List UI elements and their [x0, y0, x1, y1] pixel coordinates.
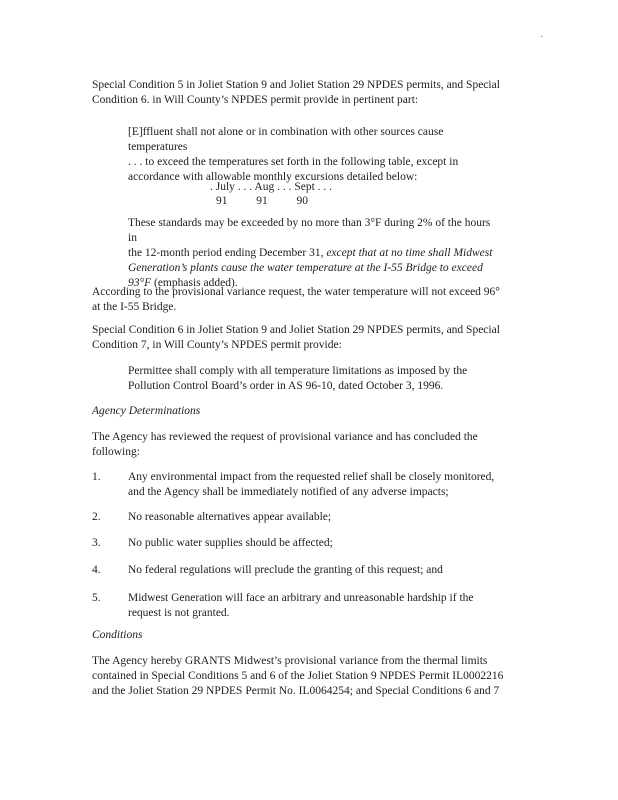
determination-number: 1.: [92, 471, 101, 483]
conditions-line-3: and the Joliet Station 29 NPDES Permit No. IL0064254; and Special Conditions 6 and 7: [92, 685, 500, 697]
determination-item: [128, 510, 508, 525]
agency-review-paragraph: [92, 430, 522, 460]
determination-item: [128, 591, 508, 621]
intro-line-2: Condition 6. in Will County’s NPDES permit provide in pertinent part:: [92, 94, 419, 106]
intro-paragraph: [92, 78, 522, 108]
quote-permittee: [128, 364, 500, 394]
determination-number: 3.: [92, 537, 101, 549]
intro-line-1: Special Condition 5 in Joliet Station 9 and Joliet Station 29 NPDES permits, and Special: [92, 79, 500, 91]
according-line-2: at the I-55 Bridge.: [92, 301, 177, 313]
quote-effluent: [128, 125, 500, 185]
according-paragraph: [92, 285, 522, 315]
conditions-line-2: contained in Special Conditions 5 and 6 of the Joliet Station 9 NPDES Permit IL0002216: [92, 670, 504, 682]
conditions-line-1: The Agency hereby GRANTS Midwest’s provisional variance from the thermal limits: [92, 655, 488, 667]
determination-3-line-1: No public water supplies should be affected;: [128, 537, 333, 549]
page-mark: ·: [540, 32, 544, 43]
special6-line-2: Condition 7, in Will County’s NPDES permit provide:: [92, 339, 342, 351]
temperature-months-row: . July . . . Aug . . . Sept . . .: [210, 181, 333, 193]
determination-number: 5.: [92, 592, 101, 604]
temperature-values-row: 91 91 90: [216, 195, 308, 207]
quote2-line-2-text: the 12-month period ending December 31,: [128, 247, 324, 259]
determination-5-line-1: Midwest Generation will face an arbitrary and unreasonable hardship if the: [128, 592, 474, 604]
agency-determinations-heading: Agency Determinations: [92, 405, 201, 417]
agency-review-line-2: following:: [92, 446, 140, 458]
determination-number: 2.: [92, 511, 101, 523]
according-line-1: According to the provisional variance request, the water temperature will not exceed 96°: [92, 286, 500, 298]
quote3-line-1: Permittee shall comply with all temperature limitations as imposed by the: [128, 365, 468, 377]
quote1-line-3: accordance with allowable monthly excursions detailed below:: [128, 171, 418, 183]
determination-5-line-2: request is not granted.: [128, 607, 230, 619]
determination-1-line-2: and the Agency shall be immediately notified of any adverse impacts;: [128, 486, 449, 498]
quote2-line-4-emphasis: 93°F: [128, 277, 152, 289]
quote1-line-2: . . . to exceed the temperatures set forth in the following table, except in: [128, 156, 459, 168]
determination-1-line-1: Any environmental impact from the requested relief shall be closely monitored,: [128, 471, 495, 483]
quote1-line-1: [E]ffluent shall not alone or in combination with other sources cause temperatures: [128, 126, 444, 153]
agency-review-line-1: The Agency has reviewed the request of provisional variance and has concluded the: [92, 431, 478, 443]
quote3-line-2: Pollution Control Board’s order in AS 96-10, dated October 3, 1996.: [128, 380, 444, 392]
quote2-line-2: [128, 246, 500, 261]
special-condition-paragraph: [92, 323, 522, 353]
determination-item: [128, 563, 508, 578]
determination-item: [128, 470, 508, 500]
quote2-line-3-emphasis: Generation’s plants cause the water temperature at the I-55 Bridge to exceed: [128, 262, 483, 274]
quote2-line-1: These standards may be exceeded by no more than 3°F during 2% of the hours in: [128, 217, 491, 244]
quote2-line-2-emphasis: except that at no time shall Midwest: [323, 247, 493, 259]
quote-standards: [128, 216, 500, 291]
quote2-line-4-text: (emphasis added).: [151, 277, 238, 289]
conditions-heading: Conditions: [92, 629, 143, 641]
determination-number: 4.: [92, 564, 101, 576]
determination-4-line-1: No federal regulations will preclude the granting of this request; and: [128, 564, 443, 576]
determination-2-line-1: No reasonable alternatives appear available;: [128, 511, 332, 523]
special6-line-1: Special Condition 6 in Joliet Station 9 and Joliet Station 29 NPDES permits, and Special: [92, 324, 500, 336]
determination-item: [128, 536, 508, 551]
conditions-paragraph: [92, 654, 522, 699]
